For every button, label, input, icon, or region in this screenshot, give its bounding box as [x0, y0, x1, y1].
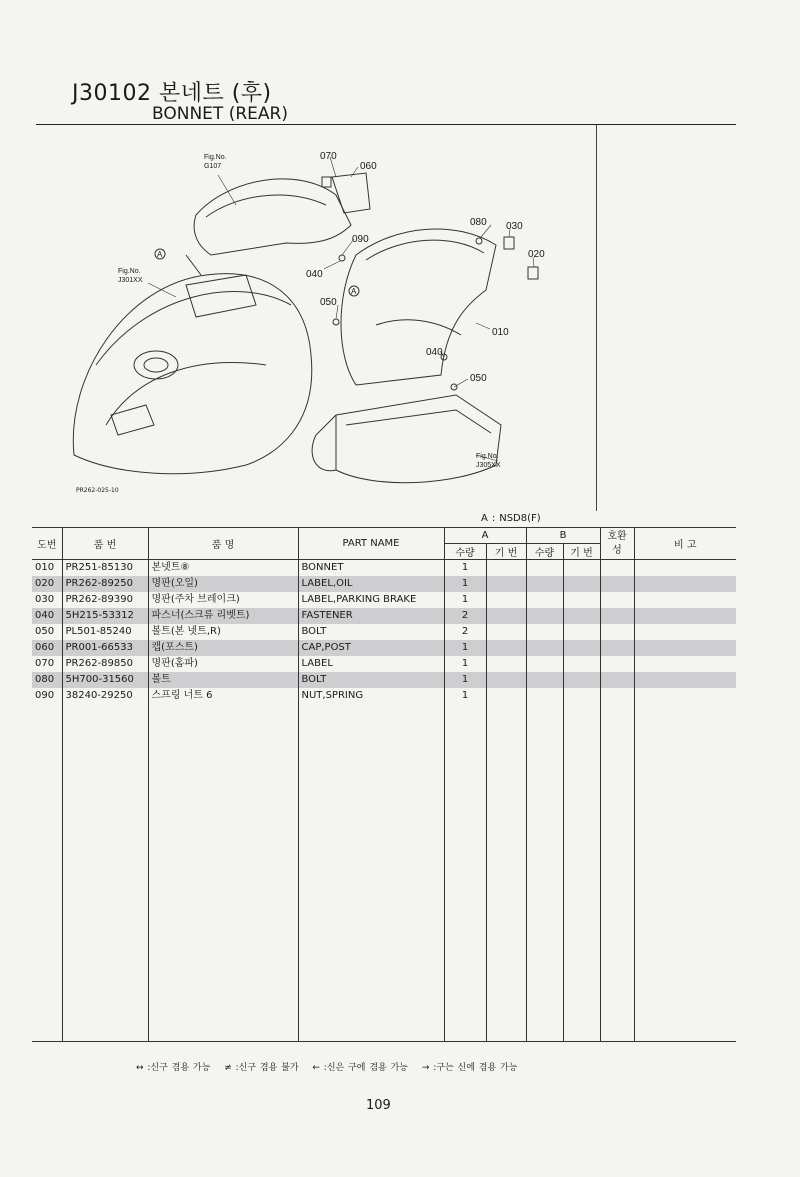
row-name-kr: 스프링 너트 6: [148, 688, 298, 704]
header-period-b: 기 번: [563, 544, 600, 560]
row-qty-a: 1: [444, 640, 486, 656]
legend-item: ↔ :신구 겸용 가능: [136, 1063, 211, 1073]
row-part-no: 5H215-53312: [62, 608, 148, 624]
row-name-en: LABEL,PARKING BRAKE: [298, 592, 444, 608]
callout-040: 040: [306, 269, 323, 280]
row-name-kr: 명판(홈파): [148, 656, 298, 672]
header-period-a: 기 번: [486, 544, 526, 560]
front-bonnet-outline: [73, 274, 311, 474]
callout-030: 030: [506, 221, 523, 232]
callout-080: 080: [470, 217, 487, 228]
header-qty-b: 수량: [526, 544, 563, 560]
row-name-kr: 명판(오일): [148, 576, 298, 592]
bonnet-cap: [134, 351, 178, 379]
row-qty-a: 1: [444, 688, 486, 704]
table-row: [32, 592, 736, 608]
step-floor-outline: [336, 395, 501, 483]
row-part-no: PR262-89390: [62, 592, 148, 608]
row-name-en: BOLT: [298, 672, 444, 688]
table-row: [32, 688, 736, 704]
model-designation: [481, 513, 545, 524]
fig-ref-j301-label: Fig.No.: [118, 268, 141, 275]
row-name-kr: 명판(주차 브레이크): [148, 592, 298, 608]
label-oil-part: [528, 267, 538, 279]
legend-item: → :구는 신에 겸용 가능: [421, 1063, 518, 1073]
row-part-no: PR262-89850: [62, 656, 148, 672]
figure-code: PR262-025-10: [76, 487, 119, 494]
svg-text:A: A: [351, 287, 357, 296]
header-part-name: PART NAME: [298, 528, 444, 560]
row-qty-a: 1: [444, 560, 486, 577]
header-part-no: 품 번: [62, 528, 148, 560]
table-row: [32, 608, 736, 624]
fig-ref-g107-code: G107: [204, 163, 222, 170]
header-group-a: A: [444, 528, 526, 544]
row-ref: 070: [32, 656, 62, 672]
row-name-kr: 본넷트⑧: [148, 560, 298, 577]
row-ref: 040: [32, 608, 62, 624]
rear-bonnet-outline: [341, 229, 496, 385]
row-name-en: LABEL: [298, 656, 444, 672]
callout-040-b: 040: [426, 347, 443, 358]
row-name-en: FASTENER: [298, 608, 444, 624]
fig-ref-j305-label: Fig.No.: [476, 453, 499, 460]
row-qty-a: 1: [444, 576, 486, 592]
row-ref: 050: [32, 624, 62, 640]
header-name-kr: 품 명: [148, 528, 298, 560]
header-ref-no: 도번: [32, 528, 62, 560]
row-qty-a: 2: [444, 624, 486, 640]
page-subtitle: BONNET (REAR): [152, 104, 288, 124]
upper-panel-outline: [194, 179, 351, 255]
row-qty-a: 2: [444, 608, 486, 624]
bolt-080: [476, 238, 482, 244]
row-ref: 030: [32, 592, 62, 608]
row-name-en: NUT,SPRING: [298, 688, 444, 704]
legend-item: ← :신은 구에 겸용 가능: [312, 1063, 408, 1073]
callout-010: 010: [492, 327, 509, 338]
exploded-diagram: [36, 125, 596, 511]
row-name-en: BONNET: [298, 560, 444, 577]
label-part-070: [322, 177, 331, 187]
header-qty-a: 수량: [444, 544, 486, 560]
header-remarks: 비 고: [634, 528, 736, 560]
row-part-no: PR262-89250: [62, 576, 148, 592]
row-name-en: CAP,POST: [298, 640, 444, 656]
row-ref: 080: [32, 672, 62, 688]
model-separator: :: [491, 513, 496, 524]
model-label: A: [481, 513, 488, 524]
callout-020: 020: [528, 249, 545, 260]
callout-050-b: 050: [470, 373, 487, 384]
header-group-b: B: [526, 528, 600, 544]
row-qty-a: 1: [444, 592, 486, 608]
table-row: [32, 656, 736, 672]
callout-050: 050: [320, 297, 337, 308]
row-part-no: PL501-85240: [62, 624, 148, 640]
callout-060: 060: [360, 161, 377, 172]
front-bonnet-top: [96, 292, 291, 366]
row-part-no: 5H700-31560: [62, 672, 148, 688]
table-row: [32, 560, 736, 577]
row-name-kr: 파스너(스크류 리벳트): [148, 608, 298, 624]
row-part-no: PR001-66533: [62, 640, 148, 656]
model-value: NSD8(F): [499, 513, 541, 524]
row-part-no: 38240-29250: [62, 688, 148, 704]
row-name-kr: 볼트: [148, 672, 298, 688]
row-name-en: LABEL,OIL: [298, 576, 444, 592]
row-part-no: PR251-85130: [62, 560, 148, 577]
table-row: [32, 624, 736, 640]
page-number: 109: [366, 1098, 391, 1113]
header-compat: 호환성: [600, 528, 634, 560]
fig-ref-j301-code: J301XX: [118, 277, 143, 284]
table-row: [32, 640, 736, 656]
page-title: J30102 본네트 (후): [72, 81, 272, 106]
svg-text:A: A: [157, 250, 163, 259]
row-qty-a: 1: [444, 656, 486, 672]
cap-post-part: [332, 173, 370, 213]
table-filler-row: [32, 704, 736, 1042]
parts-table: [32, 527, 736, 1042]
row-ref: 010: [32, 560, 62, 577]
callout-070: 070: [320, 151, 337, 162]
legend-item: ≠ :신구 겸용 불가: [224, 1063, 299, 1073]
fig-ref-g107-label: Fig.No.: [204, 154, 227, 161]
diagram-divider: [596, 125, 597, 511]
row-qty-a: 1: [444, 672, 486, 688]
row-ref: 020: [32, 576, 62, 592]
callout-090: 090: [352, 234, 369, 245]
table-row: [32, 672, 736, 688]
row-name-kr: 볼트(본 넷트,R): [148, 624, 298, 640]
label-parking-brake-part: [504, 237, 514, 249]
compatibility-legend: [136, 1060, 527, 1073]
row-ref: 090: [32, 688, 62, 704]
table-row: [32, 576, 736, 592]
row-name-kr: 캡(포스트): [148, 640, 298, 656]
row-name-en: BOLT: [298, 624, 444, 640]
row-ref: 060: [32, 640, 62, 656]
fig-ref-j305-code: J305XX: [476, 462, 501, 469]
